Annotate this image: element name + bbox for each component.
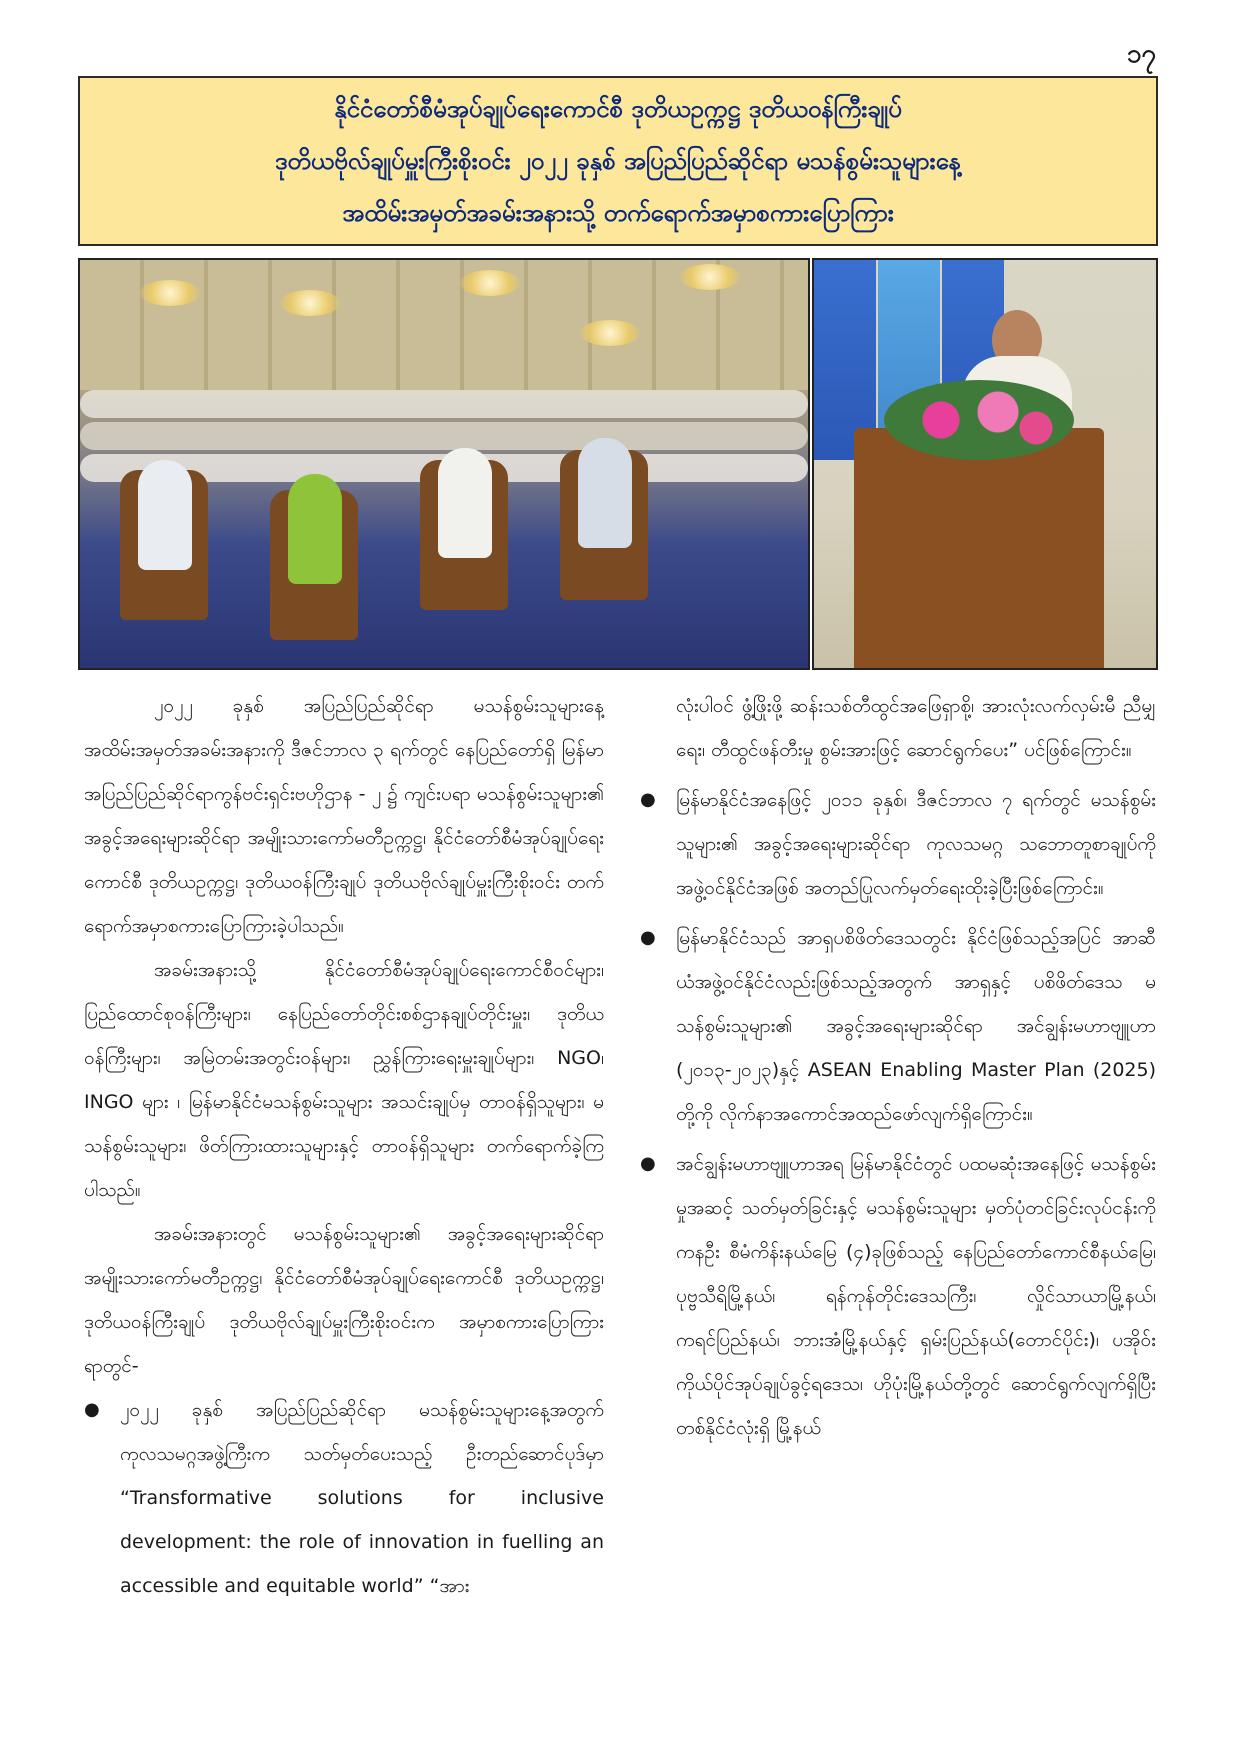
headline-line-2: ဒုတိယဗိုလ်ချုပ်မှူးကြီးစိုးဝင်း ၂၀၂၂ ခုနှစ် အပြည်ပြည်ဆိုင်ရာ မသန်စွမ်းသူများနေ့ bbox=[274, 147, 962, 175]
bullet-theme: ● ၂၀၂၂ ခုနှစ် အပြည်ပြည်ဆိုင်ရာ မသန်စွမ်းသူများနေ့အတွက် ကုလသမဂ္ဂအဖွဲ့ကြီးက သတ်မှတ်ပေးသည့် ဦးတည်ဆောင်ပုဒ်မှာ “Transformative solutions for inclusive development: the role of innovation in fuelling an accessible and equitable world” “အား bbox=[84, 1388, 604, 1608]
crowd-row bbox=[80, 422, 808, 450]
paragraph-intro: ၂၀၂၂ ခုနှစ် အပြည်ပြည်ဆိုင်ရာ မသန်စွမ်းသူများနေ့ အထိမ်းအမှတ်အခမ်းအနားကို ဒီဇင်ဘာလ ၃ ရက်တွင် နေပြည်တော်ရှိ မြန်မာအပြည်ပြည်ဆိုင်ရာကွန်ဗင်းရှင်းဗဟိုဌာန - ၂ ၌ ကျင်းပရာ မသန်စွမ်းသူများ၏ အခွင့်အရေးများဆိုင်ရာ အမျိုးသားကော်မတီဥက္ကဋ္ဌ၊ နိုင်ငံတော်စီမံအုပ်ချုပ်ရေးကောင်စီ ဒုတိယဥက္ကဋ္ဌ၊ ဒုတိယဝန်ကြီးချုပ် ဒုတိယဗိုလ်ချုပ်မှူးကြီးစိုးဝင်း တက်ရောက်အမှာစကားပြောကြားခဲ့ပါသည်။ bbox=[84, 695, 604, 937]
attendee bbox=[288, 474, 342, 584]
chandelier bbox=[460, 270, 520, 296]
bullet-incheon-strategy: ● မြန်မာနိုင်ငံသည် အာရှပစိဖိတ်ဒေသတွင်း နိုင်ငံဖြစ်သည့်အပြင် အာဆီယံအဖွဲ့ဝင်နိုင်ငံလည်းဖြစ်သည့်အတွက် အာရှနှင့် ပစိဖိတ်ဒေသ မသန်စွမ်းသူများ၏ အခွင့်အရေးများဆိုင်ရာ အင်ချွန်းမဟာဗျူဟာ (၂၀၁၃-၂၀၂၃)နှင့် ASEAN Enabling Master Plan (2025) တို့ကို လိုက်နာအကောင်အထည်ဖော်လျက်ရှိကြောင်း။ bbox=[640, 916, 1156, 1136]
attendee bbox=[578, 438, 632, 548]
bullet-registration: ● အင်ချွန်းမဟာဗျူဟာအရ မြန်မာနိုင်ငံတွင် ပထမဆုံးအနေဖြင့် မသန်စွမ်းမှုအဆင့် သတ်မှတ်ခြင်းနှင့် မသန်စွမ်းသူများ မှတ်ပုံတင်ခြင်းလုပ်ငန်းကို ကနဦး စီမံကိန်းနယ်မြေ (၄)ခုဖြစ်သည့် နေပြည်တော်ကောင်စီနယ်မြေ၊ ပုဗ္ဗသီရိမြို့နယ်၊ ရန်ကုန်တိုင်းဒေသကြီး၊ လှိုင်သာယာမြို့နယ်၊ ကရင်ပြည်နယ်၊ ဘားအံမြို့နယ်နှင့် ရှမ်းပြည်နယ်(တောင်ပိုင်း)၊ ပအိုဝ်းကိုယ်ပိုင်အုပ်ချုပ်ခွင့်ရဒေသ၊ ဟိုပုံးမြို့နယ်တို့တွင် ဆောင်ရွက်လျက်ရှိပြီး တစ်နိုင်ငံလုံးရှိ မြို့နယ် bbox=[640, 1142, 1156, 1450]
flower-arrangement bbox=[884, 380, 1074, 460]
speaker-photo bbox=[812, 258, 1158, 670]
chandelier bbox=[680, 264, 740, 290]
page-number: ၁၇ bbox=[1126, 39, 1156, 69]
podium bbox=[854, 428, 1104, 668]
audience-photo bbox=[78, 258, 810, 670]
bullet-theme-continued: လုံးပါဝင် ဖွံ့ဖြိုးဖို့ ဆန်းသစ်တီထွင်အဖြေရှာစို့၊ အားလုံးလက်လှမ်းမီ ညီမျှရေး၊ တီထွင်ဖန်တီးမှု စွမ်းအားဖြင့် ဆောင်ရွက်ပေး” ပင်ဖြစ်ကြောင်း။ bbox=[676, 695, 1156, 761]
headline-line-1: နိုင်ငံတော်စီမံအုပ်ချုပ်ရေးကောင်စီ ဒုတိယဥက္ကဋ္ဌ ဒုတိယဝန်ကြီးချုပ် bbox=[334, 95, 902, 123]
attendee bbox=[438, 448, 492, 558]
headline-box bbox=[78, 76, 1158, 246]
attendee bbox=[138, 460, 192, 570]
chandelier bbox=[280, 290, 340, 316]
bullet-crpd: ● မြန်မာနိုင်ငံအနေဖြင့် ၂၀၁၁ ခုနှစ်၊ ဒီဇင်ဘာလ ၇ ရက်တွင် မသန်စွမ်းသူများ၏ အခွင့်အရေးများဆိုင်ရာ ကုလသမဂ္ဂ သဘောတူစာချုပ်ကို အဖွဲ့ဝင်နိုင်ငံအဖြစ် အတည်ပြုလက်မှတ်ရေးထိုးခဲ့ပြီးဖြစ်ကြောင်း။ bbox=[640, 778, 1156, 910]
paragraph-speech-intro: အခမ်းအနားတွင် မသန်စွမ်းသူများ၏ အခွင့်အရေးများဆိုင်ရာ အမျိုးသားကော်မတီဥက္ကဋ္ဌ၊ နိုင်ငံတော်စီမံအုပ်ချုပ်ရေးကောင်စီ ဒုတိယဥက္ကဋ္ဌ၊ ဒုတိယဝန်ကြီးချုပ် ဒုတိယဗိုလ်ချုပ်မှူးကြီးစိုးဝင်းက အမှာစကားပြောကြားရာတွင်- bbox=[84, 1223, 604, 1377]
left-column bbox=[84, 684, 604, 1614]
headline-line-3: အထိမ်းအမှတ်အခမ်းအနားသို့ တက်ရောက်အမှာစကားပြောကြား bbox=[342, 199, 894, 227]
chandelier bbox=[580, 320, 640, 346]
crowd-row bbox=[80, 390, 808, 418]
right-column bbox=[640, 684, 1156, 1456]
paragraph-attendees: အခမ်းအနားသို့ နိုင်ငံတော်စီမံအုပ်ချုပ်ရေးကောင်စီဝင်များ၊ ပြည်ထောင်စုဝန်ကြီးများ၊ နေပြည်တော်တိုင်းစစ်ဌာနချုပ်တိုင်းမှူး၊ ဒုတိယဝန်ကြီးများ၊ အမြဲတမ်းအတွင်းဝန်များ၊ ညွှန်ကြားရေးမှူးချုပ်များ၊ NGO၊ INGO များ ၊ မြန်မာနိုင်ငံမသန်စွမ်းသူများ အသင်းချုပ်မှ တာဝန်ရှိသူများ၊ မသန်စွမ်းသူများ၊ ဖိတ်ကြားထားသူများနှင့် တာဝန်ရှိသူများ တက်ရောက်ခဲ့ကြပါသည်။ bbox=[84, 959, 604, 1201]
chandelier bbox=[140, 280, 200, 306]
